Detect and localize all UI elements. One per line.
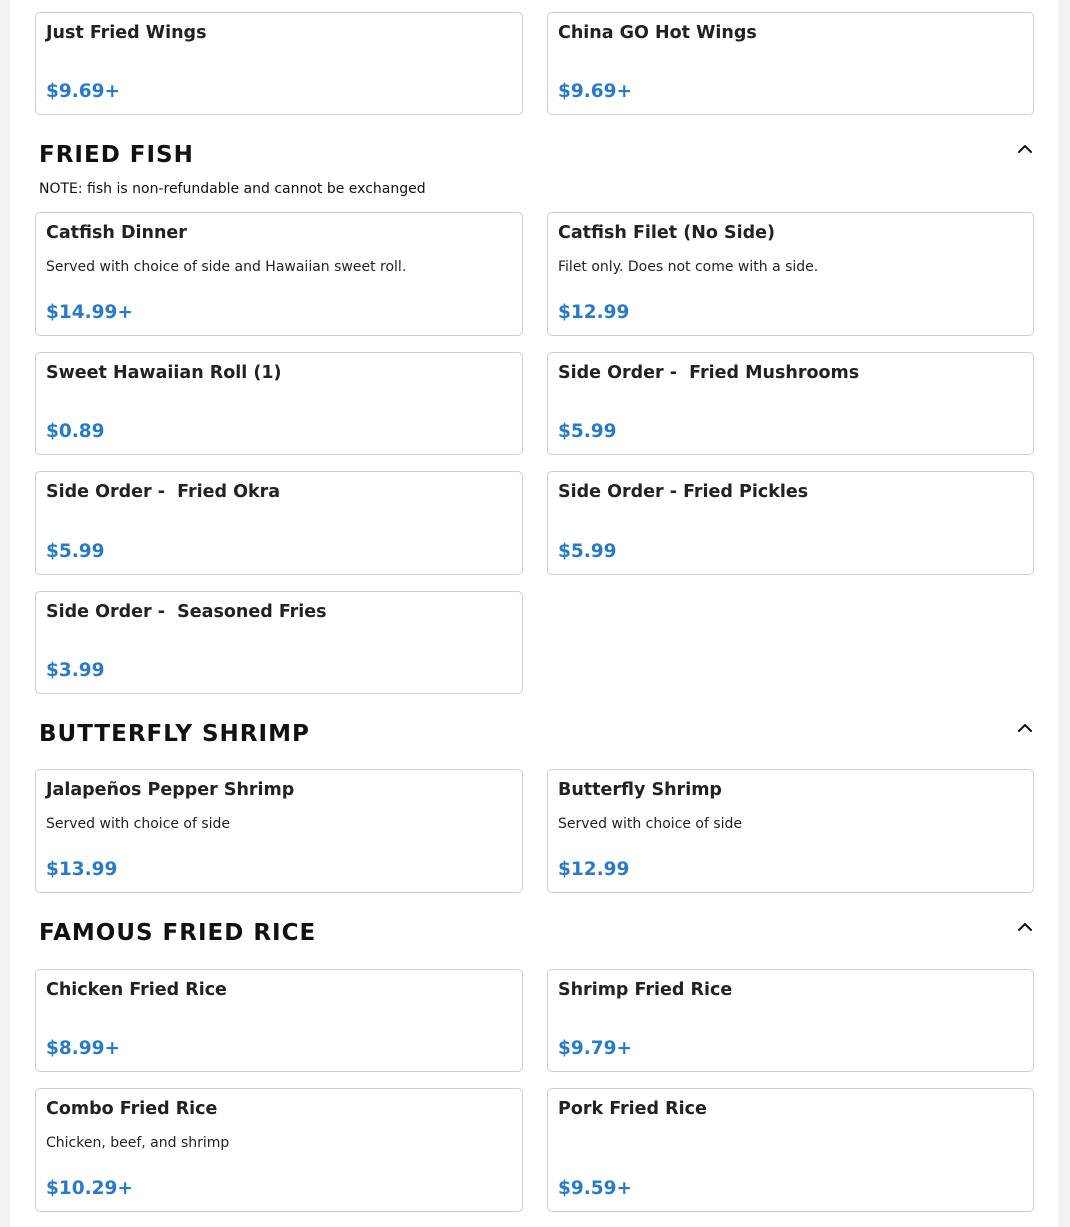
item-price: $9.69+ — [558, 81, 633, 102]
menu-page — [10, 0, 1058, 1227]
chevron-up-icon[interactable] — [1016, 142, 1034, 156]
item-name: Side Order - Seasoned Fries — [46, 602, 327, 622]
item-price: $12.99 — [558, 302, 630, 323]
menu-item-card[interactable] — [35, 352, 523, 455]
menu-item-card[interactable] — [547, 969, 1034, 1072]
item-price: $14.99+ — [46, 302, 133, 323]
menu-item-card[interactable] — [35, 12, 523, 115]
menu-item-card[interactable] — [547, 212, 1034, 336]
item-description: Filet only. Does not come with a side. — [558, 259, 819, 275]
item-name: Shrimp Fried Rice — [558, 980, 733, 1000]
item-name: Side Order - Fried Okra — [46, 482, 281, 502]
item-name: Side Order - Fried Pickles — [558, 482, 809, 502]
item-description: Served with choice of side — [46, 816, 231, 832]
menu-item-card[interactable] — [547, 352, 1034, 455]
item-name: Side Order - Fried Mushrooms — [558, 363, 860, 383]
menu-item-card[interactable] — [35, 591, 523, 694]
section-title-butterfly-shrimp: BUTTERFLY SHRIMP — [39, 721, 310, 747]
menu-item-card[interactable] — [35, 969, 523, 1072]
item-name: Butterfly Shrimp — [558, 780, 722, 800]
item-description: Served with choice of side — [558, 816, 743, 832]
item-description: Served with choice of side and Hawaiian sweet roll. — [46, 259, 407, 275]
section-title-fried-fish: FRIED FISH — [39, 142, 194, 168]
item-price: $0.89 — [46, 421, 105, 442]
item-price: $5.99 — [46, 541, 105, 562]
menu-item-card[interactable] — [35, 212, 523, 336]
item-name: Chicken Fried Rice — [46, 980, 227, 1000]
item-name: Just Fried Wings — [46, 23, 207, 43]
item-name: Pork Fried Rice — [558, 1099, 707, 1119]
item-price: $3.99 — [46, 660, 105, 681]
item-name: China GO Hot Wings — [558, 23, 757, 43]
section-note: NOTE: fish is non-refundable and cannot be exchanged — [39, 181, 426, 197]
menu-item-card[interactable] — [547, 471, 1034, 575]
item-price: $13.99 — [46, 859, 118, 880]
chevron-up-icon[interactable] — [1016, 721, 1034, 735]
chevron-up-icon[interactable] — [1016, 920, 1034, 934]
item-price: $10.29+ — [46, 1178, 133, 1199]
item-price: $5.99 — [558, 421, 617, 442]
item-name: Catfish Filet (No Side) — [558, 223, 775, 243]
item-description: Chicken, beef, and shrimp — [46, 1135, 230, 1151]
item-price: $8.99+ — [46, 1038, 121, 1059]
menu-item-card[interactable] — [547, 769, 1034, 893]
menu-item-card[interactable] — [35, 1088, 523, 1212]
item-price: $5.99 — [558, 541, 617, 562]
menu-item-card[interactable] — [547, 1088, 1034, 1212]
menu-item-card[interactable] — [547, 12, 1034, 115]
menu-item-card[interactable] — [35, 471, 523, 575]
item-name: Combo Fried Rice — [46, 1099, 218, 1119]
item-name: Catfish Dinner — [46, 223, 187, 243]
item-price: $9.69+ — [46, 81, 121, 102]
section-title-famous-fried-rice: FAMOUS FRIED RICE — [39, 920, 317, 946]
item-name: Jalapeños Pepper Shrimp — [46, 780, 295, 800]
item-price: $9.79+ — [558, 1038, 633, 1059]
item-price: $12.99 — [558, 859, 630, 880]
item-name: Sweet Hawaiian Roll (1) — [46, 363, 282, 383]
item-price: $9.59+ — [558, 1178, 633, 1199]
menu-item-card[interactable] — [35, 769, 523, 893]
